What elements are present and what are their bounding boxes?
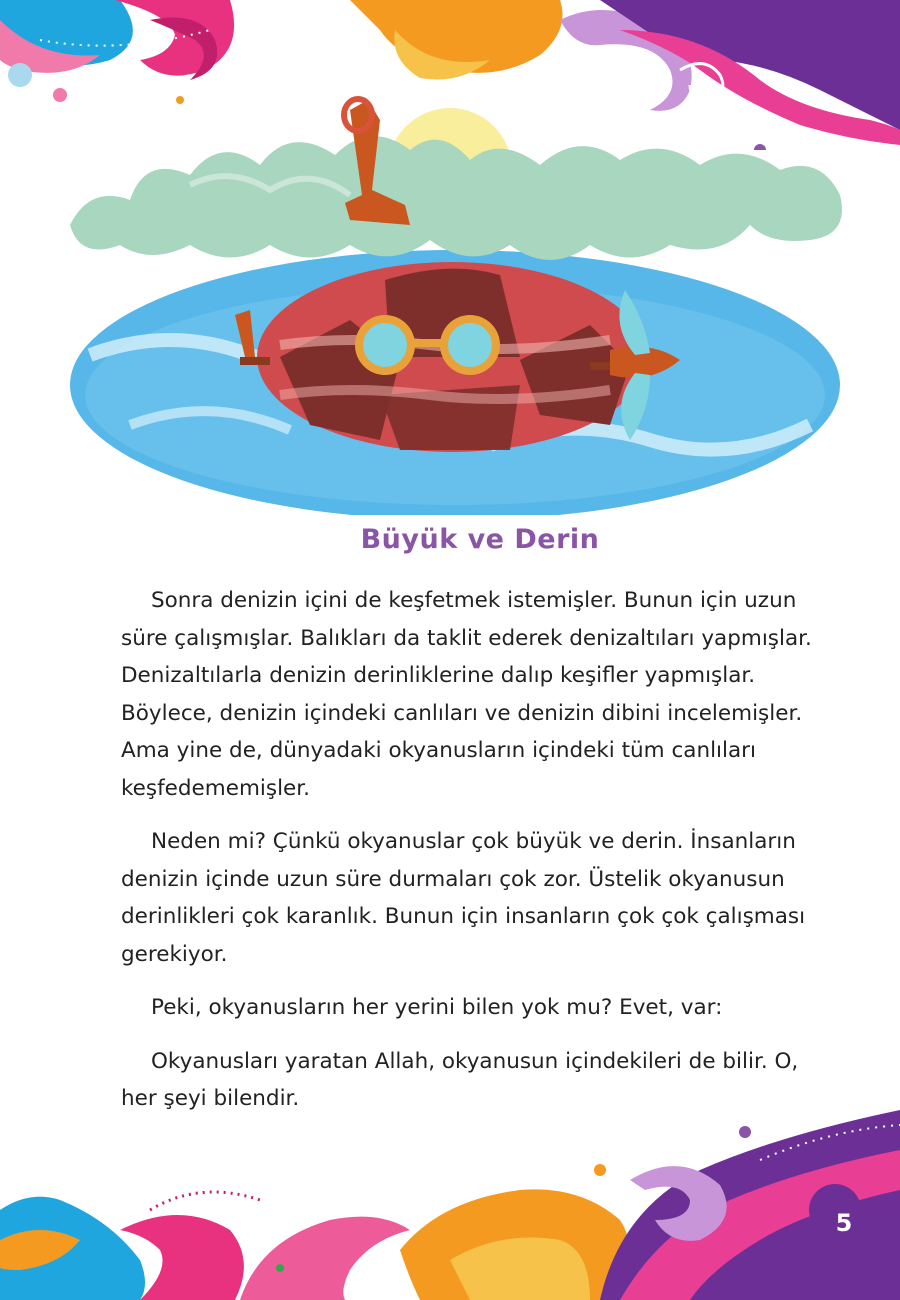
- paragraph-2: Neden mi? Çünkü okyanuslar çok büyük ve derin. İnsanların denizin içinde uzun süre durmaları çok zor. Üstelik okyanusun derinlikleri çok karanlık. Bunun için insanların çok çok çalışması gerekiyor.: [121, 829, 806, 967]
- paragraph-4: Okyanusları yaratan Allah, okyanusun içindekileri de bilir. O, her şeyi bilendir.: [121, 1048, 799, 1111]
- bottom-swirl-decoration: [0, 1090, 900, 1300]
- page-number: 5: [835, 1209, 853, 1237]
- paragraph-3: Peki, okyanusların her yerini bilen yok mu? Evet, var:: [151, 995, 723, 1020]
- submarine-illustration: [50, 95, 860, 515]
- paragraph-1: Sonra denizin içini de keşfetmek istemişler. Bunun için uzun süre çalışmışlar. Balıkları da taklit ederek denizaltıları yapmışlar. Denizaltılarla denizin derinliklerine dalıp keşifler yapmışlar. Böylece, denizin içindeki canlıları ve denizin dibini incelemişler. Ama yine de, dünyadaki okyanusların içindeki tüm canlıları keşfedememişler.: [121, 588, 812, 801]
- story-text: [121, 582, 821, 1134]
- page-title: Büyük ve Derin: [360, 524, 600, 555]
